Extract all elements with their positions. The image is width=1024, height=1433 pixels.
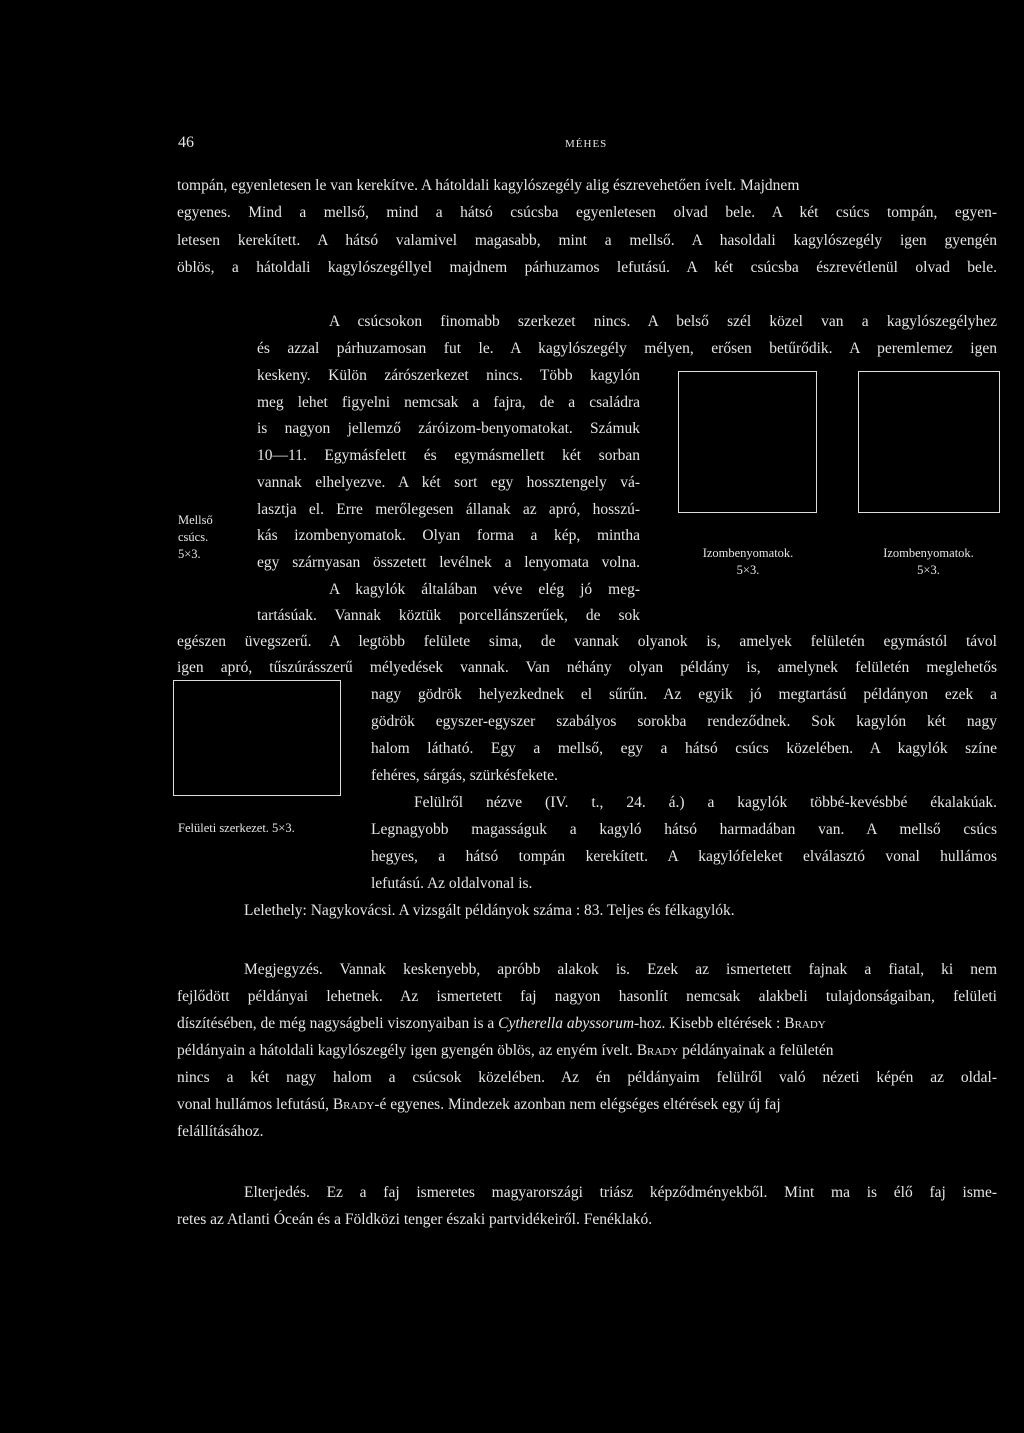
para2-narrow-8: egy szárnyasan összetett levélnek a lenyomata volna. [257,554,640,571]
para2-narrow-3: is nagyon jellemző záróizom-benyomatokat. Számuk [257,420,640,437]
para2-narrow-9: A kagylók általában véve elég jó meg- [329,581,640,598]
note-line-4 [177,1041,997,1061]
para1-line-2: egyenes. Mind a mellső, mind a hátsó csúcsba egyenletesen olvad bele. A két csúcs tompán, egyen- [177,204,997,221]
para2-narrow-10: tartásúak. Vannak köztük porcellánszerűek, de sok [257,607,640,624]
para2-right-3: halom látható. Egy a mellső, egy a hátsó csúcs közelében. A kagylók színe [371,740,997,757]
para2-full-2: igen apró, tűszúrásszerű mélyedések vannak. Van néhány olyan példány is, amelynek felületén meglehetős [177,659,997,676]
note-line-4-b: példányainak a felületén [678,1042,834,1059]
figure-feluleti-szerkezet [173,680,341,796]
para3-right-4: lefutású. Az oldalvonal is. [371,875,533,892]
para1-line-4: öblös, a hátoldali kagylószegéllyel majdnem párhuzamos lefutású. A két csúcsba észrevétlenül olvad bele. [177,259,997,276]
para2-narrow-1: keskeny. Külön zárószerkezet nincs. Több kagylón [257,367,640,384]
para2-full-1: egészen üvegszerű. A legtöbb felülete sima, de vannak olyanok is, amelyek felületén egymástól távol [177,633,997,650]
para2-narrow-4: 10—11. Egymásfelett és egymásmellett két sorban [257,447,640,464]
para2-right-1: nagy gödrök helyezkednek el sűrűn. Az egyik jó megtartású példányon ezek a [371,686,997,703]
page-number: 46 [178,134,194,151]
para2-narrow-7: kás izombenyomatok. Olyan forma a kép, mintha [257,527,640,544]
spread-line-2: retes az Atlanti Óceán és a Földközi tenger északi partvidékeiről. Fenéklakó. [177,1211,653,1228]
running-title: MÉHES [565,138,608,150]
author-brady: Brady [636,1042,679,1059]
para3-right-1: Felülről nézve (IV. t., 24. á.) a kagylók többé-kevésbbé ékalakúak. [414,794,997,811]
para3-right-3: hegyes, a hátsó tompán kerekített. A kagylófeleket elválasztó vonal hullámos [371,848,997,865]
para1-line-3: letesen kerekített. A hátsó valamivel magasabb, mint a mellső. A hasoldali kagylószegély igen gyengén [177,232,997,249]
note-line-6-a: vonal hullámos lefutású, [177,1096,329,1113]
para1-line-1: tompán, egyenletesen le van kerekítve. A hátoldali kagylószegély alig észrevehetően ívelt. Majdnem [177,177,800,194]
author-brady: Brady [332,1096,375,1113]
note-line-3-b: -hoz. Kisebb eltérések : [634,1015,785,1032]
para2-right-4: fehéres, sárgás, szürkésfekete. [371,767,558,784]
locality-line: Lelethely: Nagykovácsi. A vizsgált példányok száma : 83. Teljes és félkagylók. [244,902,735,919]
caption-feluleti-szerkezet: Felületi szerkezet. 5×3. [178,821,295,835]
para2-narrow-2: meg lehet figyelni nemcsak a fajra, de a családra [257,394,640,411]
note-line-3-a: díszítésében, de még nagyságbeli viszonyaiban is a [177,1015,499,1032]
para3-right-2: Legnagyobb magasságuk a kagyló hátsó harmadában van. A mellső csúcs [371,821,997,838]
spread-line-1: Elterjedés. Ez a faj ismeretes magyarországi triász képződményekből. Mint ma is élő faj isme- [244,1184,997,1201]
para2-wide-2: és azzal párhuzamosan fut le. A kagylószegély mélyen, erősen betűrődik. A peremlemez igen [257,340,997,357]
figure-izombenyomatok-2 [858,371,1000,513]
note-line-4-a: példányain a hátoldali kagylószegély igen gyengén öblös, az enyém ívelt. [177,1042,633,1059]
note-line-1: Megjegyzés. Vannak keskenyebb, apróbb alakok is. Ezek az ismertetett fajnak a fiatal, ki nem [244,961,997,978]
species-name: Cytherella abyssorum [498,1015,635,1032]
note-line-6-b: -é egyenes. Mindezek azonban nem elégséges eltérések egy új faj [374,1096,781,1113]
caption-mellso-csucs: Mellső csúcs. 5×3. [178,513,213,561]
note-line-6 [177,1095,997,1115]
note-line-7: felállításához. [177,1123,264,1140]
note-line-3 [177,1014,997,1034]
note-line-2: fejlődött példányai lehetnek. Az ismertetett faj nagyon hasonlít nemcsak alakbeli tulajdonságaiban, felületi [177,988,997,1005]
para2-wide-1: A csúcsokon finomabb szerkezet nincs. A belső szél közel van a kagylószegélyhez [329,313,997,330]
note-line-5: nincs a két nagy halom a csúcsok közelében. Az én példányaim felülről való nézeti képén az oldal- [177,1069,997,1086]
para2-right-2: gödrök egyszer-egyszer szabályos sorokba rendeződnek. Sok kagylón két nagy [371,713,997,730]
para2-narrow-5: vannak elhelyezve. A két sort egy hossztengely vá- [257,474,640,491]
caption-izombenyomatok-1: Izombenyomatok. 5×3. [702,546,794,577]
figure-izombenyomatok-1 [678,371,817,513]
para2-narrow-6: lasztja el. Erre merőlegesen állanak az apró, hosszú- [257,501,640,518]
caption-izombenyomatok-2: Izombenyomatok. 5×3. [883,546,974,577]
author-brady: Brady [784,1015,826,1032]
